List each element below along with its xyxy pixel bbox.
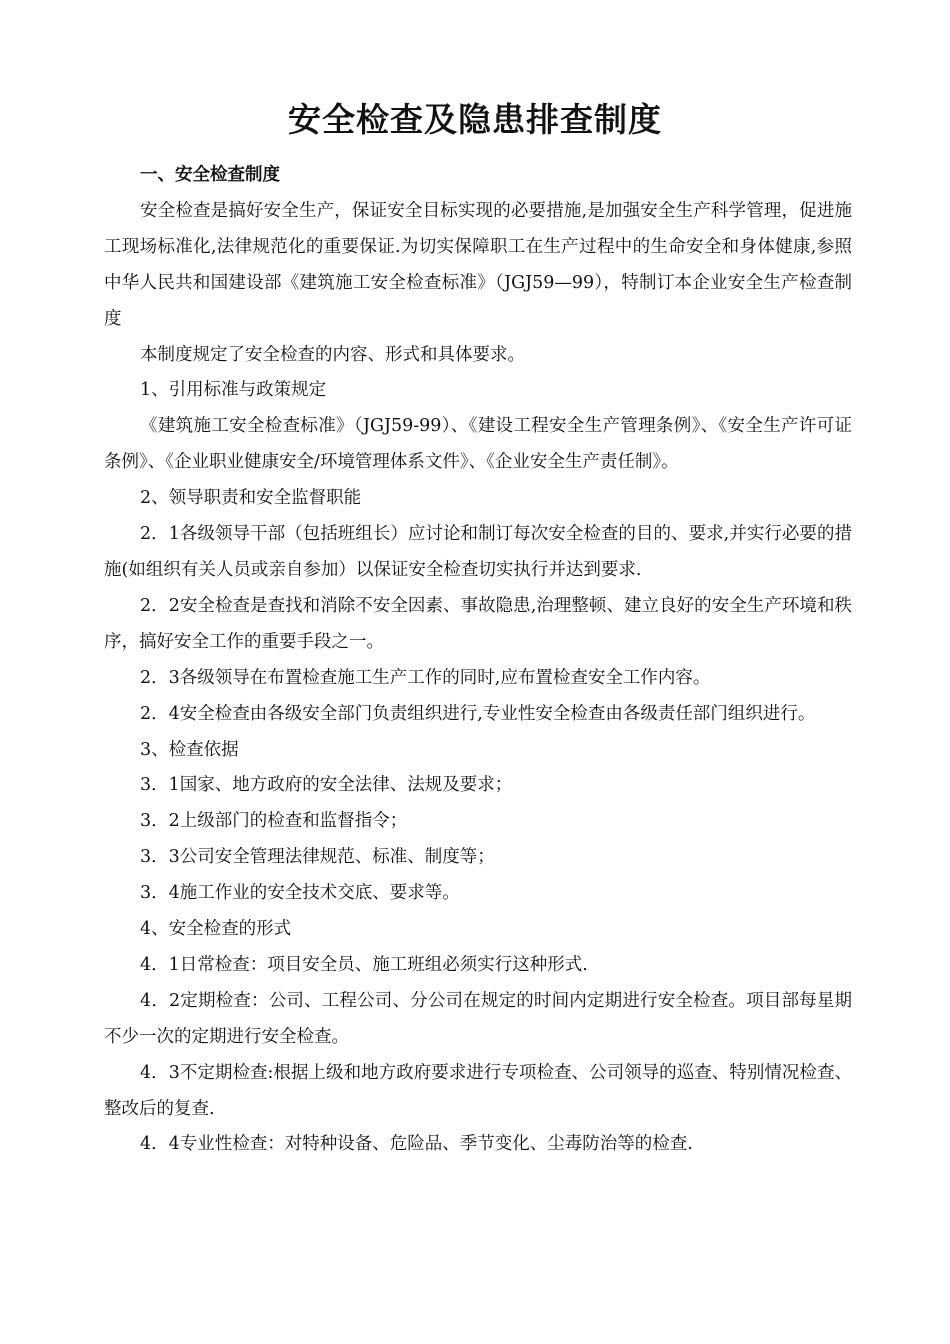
paragraph: 3．4施工作业的安全技术交底、要求等。 [140,883,460,904]
paragraph: 1、引用标准与政策规定 [140,380,327,401]
paragraph: 2．4安全检查由各级安全部门负责组织进行,专业性安全检查由各级责任部门组织进行。 [140,703,816,724]
paragraph: 3．1国家、地方政府的安全法律、法规及要求； [140,775,513,796]
paragraph: 4．2定期检查：公司、工程公司、分公司在规定的时间内定期进行安全检查。项目部每星期不少一次的定期进行安全检查。 [104,990,852,1047]
paragraph: 《建筑施工安全检查标准》（JGJ59-99）、《建设工程安全生产管理条例》、《安全生产许可证条例》、《企业职业健康安全/环境管理体系文件》、《企业安全生产责任制》。 [104,416,852,473]
paragraph: 安全检查是搞好安全生产，保证安全目标实现的必要措施,是加强安全生产科学管理，促进施工现场标准化,法律规范化的重要保证.为切实保障职工在生产过程中的生命安全和身体健康,参照中华人民共和国建设部《建筑施工安全检查标准》（JGJ59—99），特制订本企业安全生产检查制度 [104,200,852,329]
paragraph: 2．2安全检查是查找和消除不安全因素、事故隐患,治理整顿、建立良好的安全生产环境和秩序，搞好安全工作的重要手段之一。 [104,595,852,652]
paragraph: 4．1日常检查：项目安全员、施工班组必须实行这种形式. [140,954,588,975]
paragraph: 4．3不定期检查:根据上级和地方政府要求进行专项检查、公司领导的巡查、特别情况检查、整改后的复查. [104,1062,852,1119]
section-heading: 一、安全检查制度 [140,165,280,185]
paragraph: 2、领导职责和安全监督职能 [140,488,362,509]
paragraph: 4、安全检查的形式 [140,919,292,940]
paragraph: 2．1各级领导干部（包括班组长）应讨论和制订每次安全检查的目的、要求,并实行必要的措施(如组织有关人员或亲自参加）以保证安全检查切实执行并达到要求. [104,524,852,580]
document-body [104,158,852,1163]
paragraph: 3．3公司安全管理法律规范、标准、制度等； [140,847,495,868]
paragraph: 4．4专业性检查：对特种设备、危险品、季节变化、尘毒防治等的检查. [140,1134,693,1155]
page-title: 安全检查及隐患排查制度 [288,100,662,139]
paragraph: 2．3各级领导在布置检查施工生产工作的同时,应布置检查安全工作内容。 [140,667,711,688]
paragraph: 3．2上级部门的检查和监督指令； [140,811,408,832]
paragraph: 本制度规定了安全检查的内容、形式和具体要求。 [140,344,525,365]
paragraph: 3、检查依据 [140,739,239,760]
